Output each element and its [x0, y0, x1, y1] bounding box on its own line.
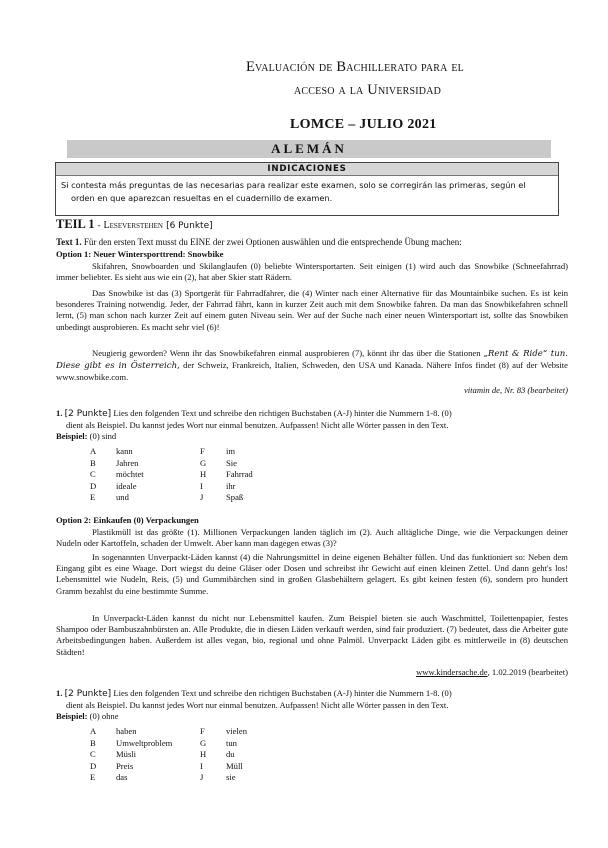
option2-heading: Option 2: Einkaufen (0) Verpackungen	[56, 515, 199, 525]
exercise1-option-letter: C	[90, 469, 96, 480]
text1-instruction-text: Für den ersten Text musst du EINE der zwei Optionen auswählen und die entsprechende Übung machen:	[81, 237, 462, 247]
exercise1-option-word: Spaß	[226, 492, 244, 503]
text1-label: Text 1.	[56, 237, 82, 247]
exercise2-option-word: vielen	[226, 726, 247, 736]
exercise2-option-letter: D	[90, 760, 97, 771]
indicaciones-box	[55, 162, 559, 216]
exercise1-instruction: 1. [2 Punkte] Lies den folgenden Text und schreibe den richtigen Buchstaben (A-J) hinter die Nummern 1-8. (0) dient als Beispiel. Du kannst jedes Wort nur einmal benutzen. Aufpassen! Nicht alle Wörter passen in den Text. Beispiel: (0) sind	[56, 408, 452, 442]
subject-banner: ALEMÁN	[67, 140, 551, 158]
teil-points: [6 Punkte]	[166, 221, 213, 231]
exercise1-option-word: im	[226, 446, 236, 456]
exercise1-option-word: möchtet	[116, 469, 144, 480]
exercise1-option-letter: D	[90, 480, 97, 491]
exercise1-option-word: ihr	[226, 480, 236, 491]
option1-paragraph-2: Das Snowbike ist das (3) Sportgerät für Fahrradfahrer, die (4) Winter nach einer Alternative für das Mountainbike suchen. Es ist kein besonderes Training notwendig. Jeder, der Fahrrad fährt, kann in kurzer Zeit auch mit dem Snowbike fahren. Da man das Snowbikefahren schnell lernt, (5) man schon nach kurzer Zeit auf einem guten Niveau sein. Wer auf der Suche nach einer neuen Wintersportart ist, sollte das Snowbiken unbedingt ausprobieren. Es macht sehr viel (6)!	[56, 288, 568, 332]
teil-heading	[56, 219, 213, 233]
text1-instruction	[56, 237, 568, 249]
exercise2-option-word: Müsli	[116, 749, 137, 760]
teil-label: TEIL 1	[56, 217, 95, 231]
exercise2-option-letter: C	[90, 749, 96, 760]
exercise2-option-letter: I	[200, 760, 203, 771]
exercise1-option-letter: F	[200, 446, 205, 456]
exercise1-option-word: Jahren	[116, 457, 139, 468]
option2-paragraph-1: Plastikmüll ist das größte (1). Millionen Verpackungen landen täglich im (2). Auch alltägliche Dinge, wie die Verpackungen deiner Nudeln oder Kartoffeln, schaden der Umwelt. Aber kann man dagegen etwas (3)?	[56, 527, 568, 549]
exercise1-option-word: Fahrrad	[226, 469, 253, 480]
option1-heading: Option 1: Neuer Wintersporttrend: Snowbike	[56, 249, 224, 259]
indicaciones-text	[56, 176, 558, 205]
exercise2-option-word: sie	[226, 772, 236, 783]
indicaciones-line-1: Si contesta más preguntas de las necesarias para realizar este examen, solo se corregirán las primeras, según el	[61, 180, 526, 190]
teil-name: Leseverstehen	[103, 220, 163, 231]
exercise1-option-letter: E	[90, 492, 96, 503]
option2-source: www.kindersache.de, 1.02.2019 (bearbeitet)	[416, 667, 568, 677]
option1-paragraph-3: Neugierig geworden? Wenn ihr das Snowbikefahren einmal ausprobieren (7), könnt ihr das über die Stationen „Rent & Ride“ tun. Diese gibt es in Österreich, der Schweiz, Frankreich, Italien, Schweden, den USA und Kanada. Nähere Infos findet (8) auf der Website www.snowbike.com.	[56, 348, 569, 383]
rent-ride-cursive: „Rent & Ride“ tun. Diese gibt es in Österreich,	[56, 349, 569, 372]
exercise1-option-letter: H	[200, 469, 207, 480]
exercise2-option-letter: A	[90, 726, 97, 736]
exercise2-option-word: du	[226, 749, 235, 760]
exercise1-option-word: kann	[116, 446, 133, 456]
exercise2-option-letter: B	[90, 737, 96, 748]
exercise2-option-word: haben	[116, 726, 137, 736]
option2-paragraph-3: In Unverpackt-Läden kannst du nicht nur Lebensmittel kaufen. Zum Beispiel bieten sie auch Waschmittel, Toilettenpapier, festes Shampoo oder Bambuszahnbürsten an. Alle Produkte, die in diesen Läden verkauft werden, sind fair produziert. (7) bedeutet, dass die Arbeiter gute Arbeitsbedingungen haben. Außerdem ist alles vegan, bio, regional und ohne Palmöl. Unverpackt Läden gibt es mittlerweile in (8) deutschen Städten!	[56, 613, 568, 657]
exercise1-option-letter: I	[200, 480, 203, 491]
exercise1-option-word: und	[116, 492, 129, 503]
exercise1-option-letter: A	[90, 446, 97, 456]
teil-dash: -	[94, 221, 104, 231]
exercise2-option-word: tun	[226, 737, 237, 748]
exercise2-option-letter: H	[200, 749, 207, 760]
indicaciones-heading: INDICACIONES	[56, 163, 558, 176]
exercise1-option-letter: B	[90, 457, 96, 468]
exercise2-option-word: das	[116, 772, 128, 783]
title-line-1: Evaluación de Bachillerato para el	[246, 59, 464, 75]
exercise2-option-letter: F	[200, 726, 205, 736]
exam-subtitle: LOMCE – JULIO 2021	[290, 117, 437, 132]
kindersache-link[interactable]: www.kindersache.de	[416, 667, 488, 677]
indicaciones-line-2: orden en que aparezcan resueltas en el cuadernillo de examen.	[71, 193, 333, 203]
exercise2-option-word: Müll	[226, 760, 243, 771]
exercise1-option-word: Sie	[226, 457, 237, 468]
exercise2-option-letter: G	[200, 737, 207, 748]
option1-source: vitamin de, Nr. 83 (bearbeitet)	[463, 385, 568, 395]
exam-title	[246, 56, 576, 102]
exercise2-option-word: Umweltproblem	[116, 737, 173, 748]
option1-paragraph-1: Skifahren, Snowboarden und Skilanglaufen (0) beliebte Wintersportarten. Seit einigen (1) wird auch das Snowbike (Schneefahrrad) immer beliebter. Es sieht aus wie ein (2), hat aber Skier statt Rädern.	[56, 261, 568, 283]
exercise1-option-word: ideale	[116, 480, 137, 491]
exercise2-option-letter: E	[90, 772, 96, 783]
exercise2-option-letter: J	[200, 772, 204, 783]
title-line-2: acceso a la Universidad	[294, 82, 442, 98]
exercise2-instruction: 1. [2 Punkte] Lies den folgenden Text und schreibe den richtigen Buchstaben (A-J) hinter die Nummern 1-8. (0) dient als Beispiel. Du kannst jedes Wort nur einmal benutzen. Aufpassen! Nicht alle Wörter passen in den Text. Beispiel: (0) ohne	[56, 688, 452, 722]
exercise2-option-word: Preis	[116, 760, 134, 771]
option2-paragraph-2: In sogenannten Unverpackt-Läden kannst (4) die Nahrungsmittel in deine eigenen Behälter füllen. Und das funktioniert so: Neben dem Eingang gibt es eine Waage. Dort wiegst du deine Gläser oder Dosen und schreibst ihr Gewicht auf einen kleinen Zettel. Und dann geht's los! Lebensmittel wie Nudeln, Reis, (5) und Gummibärchen sind in großen Glasbehältern gelagert. Es gibt keinen festen (6), sondern pro hundert Gramm bezahlst du eine bestimmte Summe.	[56, 552, 568, 596]
exercise1-option-letter: G	[200, 457, 207, 468]
exercise1-option-letter: J	[200, 492, 204, 503]
